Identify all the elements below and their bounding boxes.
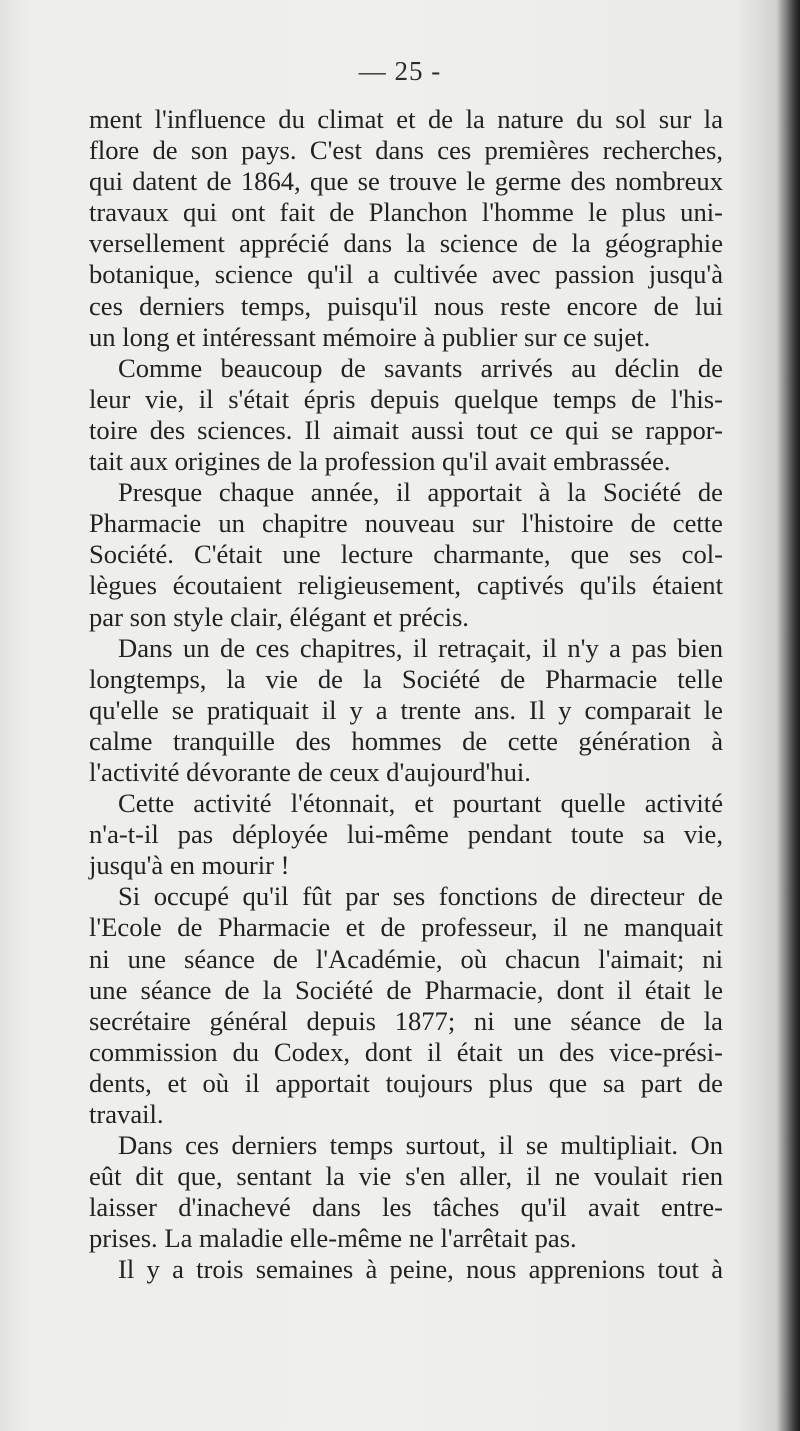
text-line: Si occupé qu'il fût par ses fonctions de directeur de — [118, 881, 723, 912]
text-line: Il y a trois semaines à peine, nous apprenions tout à — [118, 1254, 723, 1285]
page-number: — 25 - — [358, 56, 442, 86]
text-line: Comme beaucoup de savants arrivés au déclin de — [118, 352, 723, 383]
text-line: eût dit que, sentant la vie s'en aller, il ne voulait rien — [89, 1161, 723, 1192]
text-line: leur vie, il s'était épris depuis quelque temps de l'his- — [89, 383, 723, 414]
text-line: travaux qui ont fait de Planchon l'homme le plus uni- — [89, 197, 723, 228]
text-line: qui datent de 1864, que se trouve le germe des nombreux — [89, 166, 723, 197]
text-line: n'a-t-il pas déployée lui-même pendant toute sa vie, — [89, 819, 723, 850]
text-line: qu'elle se pratiquait il y a trente ans. Il y comparait le — [89, 694, 723, 725]
text-line: calme tranquille des hommes de cette génération à — [89, 725, 723, 756]
text-line: botanique, science qu'il a cultivée avec passion jusqu'à — [89, 259, 723, 290]
text-line: Dans ces derniers temps surtout, il se multipliait. On — [118, 1130, 723, 1161]
text-line: ni une séance de l'Académie, où chacun l'aimait; ni — [89, 943, 723, 974]
text-line: l'activité dévorante de ceux d'aujourd'hui. — [89, 756, 531, 787]
text-line: jusqu'à en mourir ! — [89, 850, 290, 881]
text-line: l'Ecole de Pharmacie et de professeur, il ne manquait — [89, 912, 723, 943]
text-line: une séance de la Société de Pharmacie, dont il était le — [89, 974, 723, 1005]
text-line: laisser d'inachevé dans les tâches qu'il avait entre- — [89, 1192, 723, 1223]
text-line: toire des sciences. Il aimait aussi tout ce qui se rappor- — [89, 414, 723, 445]
text-line: travail. — [89, 1099, 164, 1129]
text-line: ces derniers temps, puisqu'il nous reste encore de lui — [89, 290, 723, 321]
text-line: Cette activité l'étonnait, et pourtant quelle activité — [118, 788, 723, 819]
text-line: ment l'influence du climat et de la nature du sol sur la — [89, 104, 723, 134]
text-line: secrétaire général depuis 1877; ni une séance de la — [89, 1005, 723, 1036]
text-line: tait aux origines de la profession qu'il avait embrassée. — [89, 446, 671, 477]
text-line: longtemps, la vie de la Société de Pharmacie telle — [89, 663, 723, 694]
body-text — [89, 104, 723, 1286]
text-line: par son style clair, élégant et précis. — [89, 601, 469, 632]
text-line: Pharmacie un chapitre nouveau sur l'histoire de cette — [89, 508, 723, 539]
text-line: commission du Codex, dont il était un des vice-prési- — [89, 1036, 723, 1067]
text-line: un long et intéressant mémoire à publier sur ce sujet. — [89, 321, 651, 352]
text-line: prises. La maladie elle-même ne l'arrêtait pas. — [89, 1223, 577, 1254]
text-line: Société. C'était une lecture charmante, que ses col- — [89, 539, 723, 570]
text-line: flore de son pays. C'est dans ces premières recherches, — [89, 135, 723, 166]
text-line: lègues écoutaient religieusement, captivés qu'ils étaient — [89, 570, 723, 601]
text-line: versellement apprécié dans la science de la géographie — [89, 228, 723, 259]
text-line: Presque chaque année, il apportait à la Société de — [118, 477, 723, 508]
text-line: Dans un de ces chapitres, il retraçait, il n'y a pas bien — [118, 632, 723, 663]
text-line: dents, et où il apportait toujours plus que sa part de — [89, 1067, 723, 1098]
